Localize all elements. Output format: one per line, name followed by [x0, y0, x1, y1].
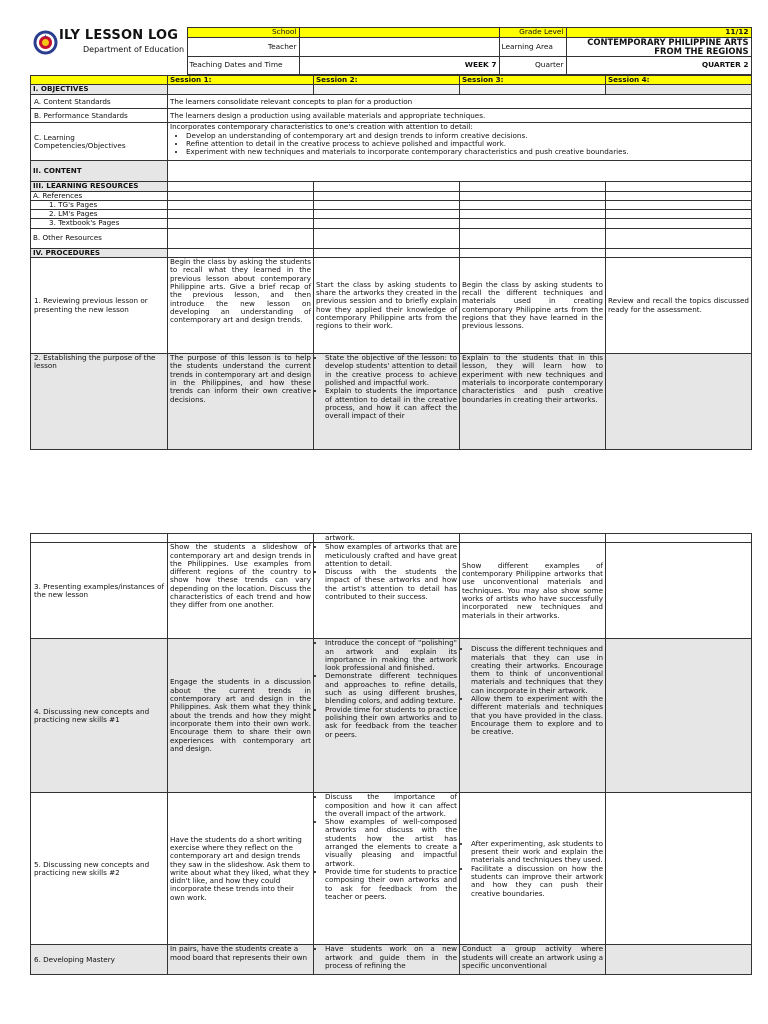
session-4-header: Session 4: [606, 76, 752, 85]
grade-value: 11/12 [566, 28, 751, 38]
discussing2-session-2 [314, 793, 460, 945]
presenting-s2-item: • Discuss with the students the impact of these artworks and how the artist's attention to detail has contributed to their success. [325, 568, 457, 601]
discussing1-label: 4. Discussing new concepts and practicing new skills #1 [31, 639, 168, 793]
establishing-session-1: The purpose of this lesson is to help the students understand the current trends in contemporary art and design in the Philippines, and how these trends can inform their own creative decisions. [168, 354, 314, 450]
mastery-s2-item: • Have students work on a new artwork and guide them in the process of refining the [325, 945, 457, 970]
references-label: A. References [31, 191, 168, 200]
quarter-label: Quarter [499, 57, 566, 75]
presenting-session-3: Show different examples of contemporary Philippine artworks that use unconventional materials and techniques. You may also show some works of artists who have successfully incorporated new techniques and materials in their artworks. [460, 543, 606, 639]
lesson-log-page-1 [30, 27, 751, 450]
competencies-label: C. Learning Competencies/Objectives [31, 123, 168, 161]
teacher-value [299, 38, 499, 57]
content-heading: II. CONTENT [31, 161, 168, 182]
discussing2-s2-item: • Provide time for students to practice composing their own artworks and to ask for feedback from the teacher or peers. [325, 868, 457, 901]
establishing-session-3: Explain to the students that in this lesson, they will learn how to experiment with new techniques and materials to incorporate contemporary characteristics and push creative boundaries in creating their artworks. [460, 354, 606, 450]
department-name: Department of Education [83, 44, 185, 54]
discussing1-session-4 [606, 639, 752, 793]
session-2-header: Session 2: [314, 76, 460, 85]
establishing-s2-item: • State the objective of the lesson: to develop students' attention to detail in the creative process to achieve polished and impactful work. [325, 354, 457, 387]
teacher-label: Teacher [187, 38, 299, 57]
mastery-session-4 [606, 945, 752, 975]
resources-heading: III. LEARNING RESOURCES [31, 182, 168, 191]
competency-item: • Develop an understanding of contemporary art and design trends to inform creative decisions. [186, 132, 749, 140]
reviewing-session-2: Start the class by asking students to share the artworks they created in the previous session and to briefly explain how they applied their knowledge of contemporary Philippine arts from the regions to their work. [314, 258, 460, 354]
lesson-table-continued [30, 533, 752, 975]
reviewing-label: 1. Reviewing previous lesson or presenting the new lesson [31, 258, 168, 354]
establishing-session-2 [314, 354, 460, 450]
discussing2-s2-item: • Discuss the importance of composition and how it can affect the overall impact of the artwork. [325, 793, 457, 818]
discussing2-label: 5. Discussing new concepts and practicing new skills #2 [31, 793, 168, 945]
tg-pages-label: 1. TG's Pages [31, 200, 168, 209]
quarter-value: QUARTER 2 [566, 57, 751, 75]
content-standards-label: A. Content Standards [31, 95, 168, 109]
discussing2-session-4 [606, 793, 752, 945]
discussing1-s2-item: • Demonstrate different techniques and approaches to refine details, such as using different brushes, blending colors, and adding texture. [325, 672, 457, 705]
session-3-header: Session 3: [460, 76, 606, 85]
competencies-intro: Incorporates contemporary characteristics to one's creation with attention to detail: [170, 122, 473, 132]
presenting-session-1: Show the students a slideshow of contemporary art and design trends in the Philippines. Use examples from different regions of the country to show how these trends can vary depending on the location. Discuss the characteristics of each trend and how they differ from one another. [168, 543, 314, 639]
area-label: Learning Area [499, 38, 566, 57]
discussing2-session-3 [460, 793, 606, 945]
discussing1-s2-item: • Provide time for students to practice polishing their own artworks and to ask for feedback from the teacher or peers. [325, 706, 457, 739]
performance-standards-text: The learners design a production using available materials and appropriate techniques. [168, 109, 752, 123]
discussing1-session-3 [460, 639, 606, 793]
discussing1-session-2 [314, 639, 460, 793]
discussing2-s3-item: • Facilitate a discussion on how the students can improve their artwork and how they can push their creative boundaries. [471, 865, 603, 898]
reviewing-session-4: Review and recall the topics discussed ready for the assessment. [606, 258, 752, 354]
presenting-s2-item: • Show examples of artworks that are meticulously crafted and have great attention to detail. [325, 543, 457, 568]
procedures-heading: IV. PROCEDURES [31, 248, 168, 257]
competency-item: • Experiment with new techniques and materials to incorporate contemporary characteristics and push creative boundaries. [186, 148, 749, 156]
objectives-heading: I. OBJECTIVES [31, 85, 168, 95]
header-table [30, 27, 752, 75]
mastery-session-1: In pairs, have the students create a mood board that represents their own [168, 945, 314, 975]
discussing1-s3-item: • Allow them to experiment with the different materials and techniques that you have provided in the class. Encourage them to explore and to be creative. [471, 695, 603, 736]
discussing2-s2-item: • Show examples of well-composed artworks and discuss with the students how the artist has arranged the elements to create a visually pleasing and impactful artwork. [325, 818, 457, 868]
session-1-header: Session 1: [168, 76, 314, 85]
presenting-session-2 [314, 543, 460, 639]
week-value: WEEK 7 [299, 57, 499, 75]
sessions-header-blank [31, 76, 168, 85]
discussing1-session-1: Engage the students in a discussion about the current trends in contemporary art and design in the Philippines. Ask them what they think about the trends and how they might incorporate them into their own work. Encourage them to share their own experiences with contemporary art and design. [168, 639, 314, 793]
area-value: CONTEMPORARY PHILIPPINE ARTS FROM THE REGIONS [566, 38, 751, 57]
school-value [299, 28, 499, 38]
lesson-log-page-2 [30, 533, 751, 975]
discussing2-s3-item: • After experimenting, ask students to present their work and explain the materials and techniques they used. [471, 840, 603, 865]
logo-area [30, 28, 187, 75]
grade-label: Grade Level [499, 28, 566, 38]
competencies-cell [168, 123, 752, 161]
discussing1-s3-item: • Discuss the different techniques and materials that they can use in creating their artworks. Encourage them to think of unconventional materials and techniques that they can incorporate in their artwork. [471, 645, 603, 695]
school-label: School [187, 28, 299, 38]
establishing-s2-item: • Explain to students the importance of attention to detail in the creative process, and how it can affect the overall impact of their [325, 387, 457, 420]
competency-item: • Refine attention to detail in the creative process to achieve polished and impactful work. [186, 140, 749, 148]
discussing2-session-1: Have the students do a short writing exercise where they reflect on the contemporary art and design trends they saw in the slideshow. Ask them to write about what they liked, what they didn't like, and how they could incorporate these trends into their own work. [168, 793, 314, 945]
lm-pages-label: 2. LM's Pages [31, 210, 168, 219]
mastery-label: 6. Developing Mastery [31, 945, 168, 975]
discussing1-s2-item: • Introduce the concept of "polishing" an artwork and explain its importance in making the artwork look professional and finished. [325, 639, 457, 672]
content-standards-text: The learners consolidate relevant concepts to plan for a production [168, 95, 752, 109]
other-resources-label: B. Other Resources [31, 228, 168, 248]
reviewing-session-1: Begin the class by asking the students to recall what they learned in the previous lesson about contemporary Philippine arts. Give a brief recap of the previous lesson, and then introduce the new lesson on developing an understanding of contemporary art and design trends. [168, 258, 314, 354]
textbook-pages-label: 3. Textbook's Pages [31, 219, 168, 228]
lesson-table [30, 75, 752, 450]
dates-label: Teaching Dates and Time [187, 57, 299, 75]
presenting-label: 3. Presenting examples/instances of the new lesson [31, 543, 168, 639]
establishing-session-4 [606, 354, 752, 450]
presenting-session-4 [606, 543, 752, 639]
deped-seal-icon [33, 30, 58, 55]
log-title: ILY LESSON LOG [59, 27, 179, 43]
mastery-session-2 [314, 945, 460, 975]
mastery-session-3: Conduct a group activity where students will create an artwork using a specific unconventional [460, 945, 606, 975]
carry-over-text: artwork. [314, 534, 460, 543]
establishing-label: 2. Establishing the purpose of the lesson [31, 354, 168, 450]
reviewing-session-3: Begin the class by asking students to recall the different techniques and materials used in creating contemporary Philippine arts from the regions that they have learned in the previous lessons. [460, 258, 606, 354]
performance-standards-label: B. Performance Standards [31, 109, 168, 123]
